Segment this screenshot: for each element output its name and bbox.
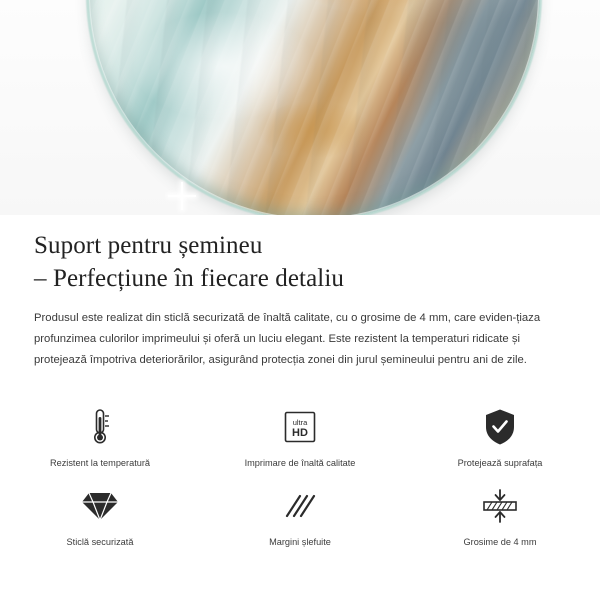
feature-label: Rezistent la temperatură xyxy=(49,458,151,468)
feature-item xyxy=(0,400,200,473)
diamond-icon xyxy=(80,485,120,527)
text-content xyxy=(0,215,600,371)
hero-product-image xyxy=(0,0,600,215)
page-title xyxy=(0,215,600,295)
headline-line-1: Suport pentru șemineu xyxy=(34,232,263,259)
headline-line-2: – Perfecțiune în fiecare detaliu xyxy=(34,265,344,292)
feature-label: Margini șlefuite xyxy=(269,537,331,547)
thickness-4mm-icon xyxy=(480,485,520,527)
feature-item xyxy=(400,400,600,473)
feature-label: Protejează suprafața xyxy=(457,458,543,468)
glass-disc xyxy=(88,0,540,215)
feature-grid xyxy=(0,400,600,552)
feature-item xyxy=(200,400,400,473)
polished-edges-icon xyxy=(281,485,319,527)
feature-label: Imprimare de înaltă calitate xyxy=(244,458,356,468)
feature-item xyxy=(200,479,400,552)
feature-label: Sticlă securizată xyxy=(66,537,134,547)
ultra-hd-icon xyxy=(282,406,318,448)
shield-check-icon xyxy=(483,406,517,448)
thermometer-icon xyxy=(87,406,113,448)
feature-item xyxy=(400,479,600,552)
description-paragraph: Produsul este realizat din sticlă securizată de înaltă calitate, cu o grosime de 4 mm, care eviden-țiaza profunzimea culorilor imprimeului și oferă un luciu elegant. Este rezistent la temperaturi ridicate și protejează împotriva deteriorărilor, asigurând protecția zonei din jurul șemineului pentru ani de zile. xyxy=(34,312,541,366)
svg-text:HD: HD xyxy=(292,427,308,439)
feature-label: Grosime de 4 mm xyxy=(463,537,537,547)
feature-item xyxy=(0,479,200,552)
svg-text:ultra: ultra xyxy=(292,418,308,427)
